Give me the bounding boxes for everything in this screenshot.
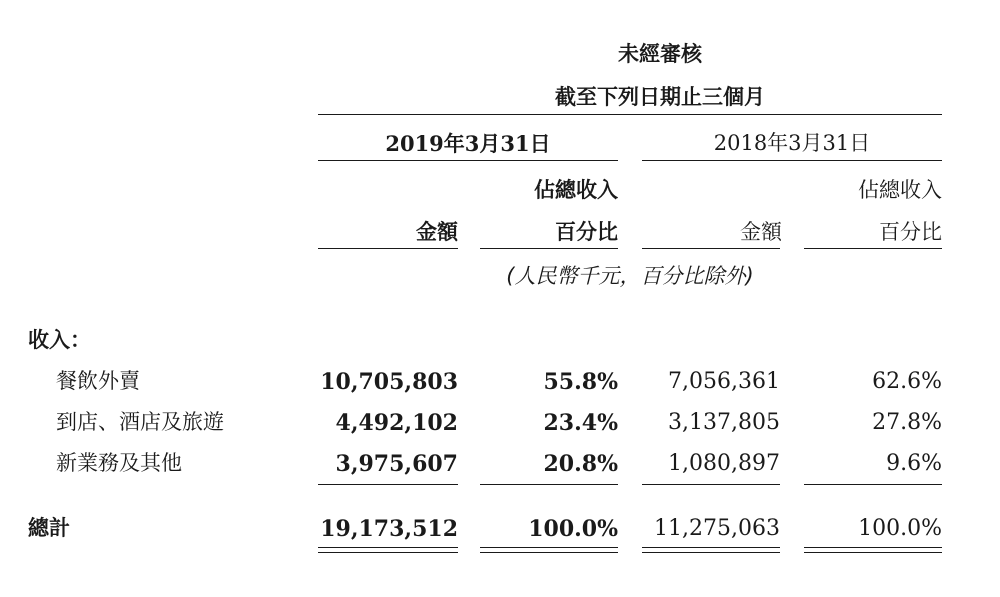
total-amt-2018: 11,275,063 [654, 516, 780, 541]
total-label: 總計 [28, 516, 70, 540]
pct-2018-rule [804, 248, 942, 249]
row-pct-2019: 20.8% [543, 451, 618, 477]
row-pct-2019: 23.4% [543, 410, 618, 436]
row-amt-2018: 7,056,361 [668, 369, 780, 394]
period-heading: 截至下列日期止三個月 [555, 85, 765, 109]
total-double-rule-amt-2019 [318, 547, 458, 553]
pct-heading-2019-line1: 佔總收入 [534, 178, 618, 202]
amount-heading-2019: 金額 [416, 220, 458, 244]
row-pct-2019: 55.8% [543, 369, 618, 395]
pct-heading-2018-line1: 佔總收入 [858, 178, 942, 202]
row-pct-2018: 9.6% [886, 451, 942, 476]
row-amt-2018: 3,137,805 [668, 410, 780, 435]
row-pct-2018: 62.6% [872, 369, 942, 394]
row-pct-2018: 27.8% [872, 410, 942, 435]
subtotal-rule-amt-2018 [642, 484, 780, 485]
row-label-food-delivery: 餐飲外賣 [56, 369, 140, 393]
subtotal-rule-pct-2018 [804, 484, 942, 485]
col-2018-rule [642, 160, 942, 161]
total-pct-2018: 100.0% [858, 516, 942, 541]
total-double-rule-amt-2018 [642, 547, 780, 553]
total-amt-2019: 19,173,512 [320, 516, 458, 542]
row-label-new-initiatives: 新業務及其他 [56, 451, 182, 475]
col-2019-heading: 2019年3月31日 [385, 131, 551, 156]
row-label-in-store-hotel-travel: 到店、酒店及旅遊 [56, 410, 224, 434]
total-double-rule-pct-2019 [480, 547, 618, 553]
revenue-section-label: 收入： [28, 328, 91, 352]
col-2018-heading: 2018年3月31日 [713, 131, 871, 155]
header-rule [318, 114, 942, 115]
pct-2019-rule [480, 248, 618, 249]
amount-heading-2018: 金額 [740, 220, 782, 244]
pct-heading-2019-line2: 百分比 [555, 220, 618, 244]
amount-2018-rule [642, 248, 780, 249]
row-amt-2019: 3,975,607 [335, 451, 458, 477]
row-amt-2019: 4,492,102 [335, 410, 458, 436]
col-2019-rule [318, 160, 618, 161]
total-double-rule-pct-2018 [804, 547, 942, 553]
subtotal-rule-pct-2019 [480, 484, 618, 485]
row-amt-2019: 10,705,803 [320, 369, 458, 395]
subtotal-rule-amt-2019 [318, 484, 458, 485]
unaudited-heading: 未經審核 [618, 42, 702, 66]
total-pct-2019: 100.0% [528, 516, 618, 542]
row-amt-2018: 1,080,897 [668, 451, 780, 476]
pct-heading-2018-line2: 百分比 [879, 220, 942, 244]
amount-2019-rule [318, 248, 458, 249]
unit-note: (人民幣千元，百分比除外) [506, 264, 754, 288]
